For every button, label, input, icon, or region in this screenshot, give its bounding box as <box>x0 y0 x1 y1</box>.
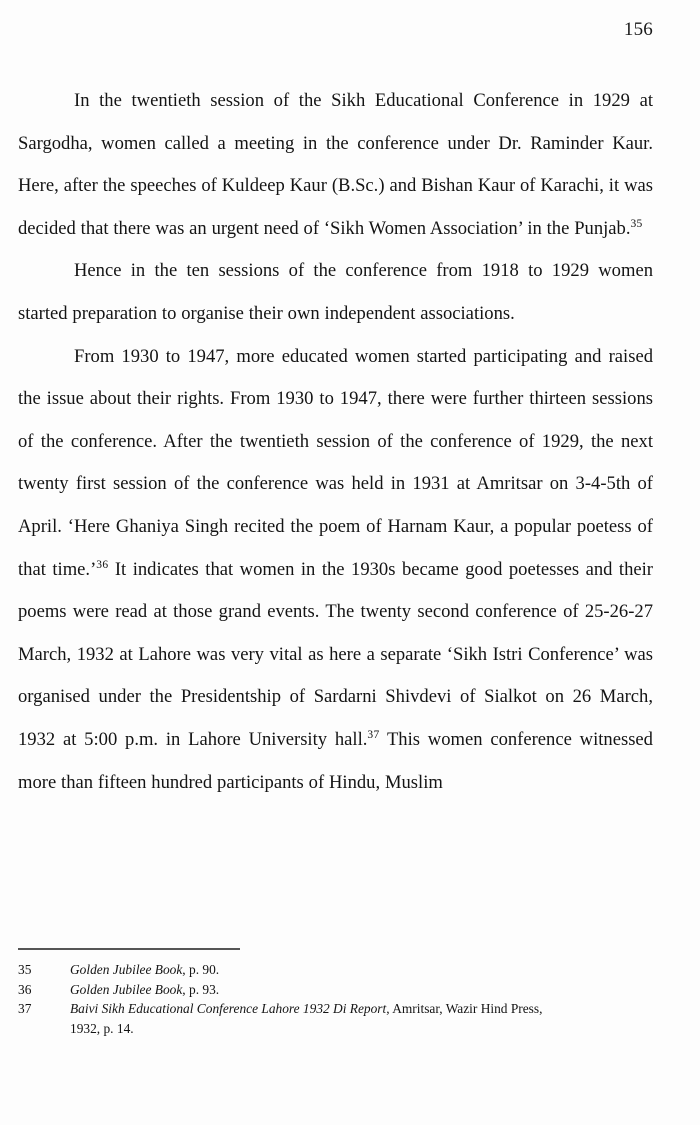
footnote-publisher-37: , Amritsar, Wazir Hind Press, <box>386 1001 543 1017</box>
footnote-item-35 <box>18 960 653 980</box>
page-number: 156 <box>623 19 653 40</box>
footnote-number-36: 36 <box>18 981 32 997</box>
footnote-number-35: 35 <box>18 962 32 977</box>
paragraph-1 <box>18 80 653 250</box>
footnote-continuation-37: 1932, p. 14. <box>70 1020 134 1036</box>
paragraph-1-text: In the twentieth session of the Sikh Educational Conference in 1929 at Sargodha, women called a meeting in the conference under Dr. Raminder Kaur. Here, after the speeches of Kuldeep Kaur (B.Sc.) and Bishan Kaur of Karachi, it was decided that there was an urgent need of ‘Sikh Women Association’ in the Punjab. <box>18 90 653 239</box>
footnote-number-37: 37 <box>18 1001 32 1017</box>
footnote-reference-36[interactable]: 36 <box>96 558 109 571</box>
footnote-pages-35: , p. 90. <box>182 962 220 977</box>
footnote-item-37 <box>18 999 653 1019</box>
footnote-pages-36: , p. 93. <box>182 981 220 997</box>
footnote-separator-rule <box>18 948 240 950</box>
footnote-text-36 <box>70 980 653 1000</box>
footnote-item-36 <box>18 980 653 1000</box>
footnote-reference-37[interactable]: 37 <box>367 728 380 741</box>
footnote-title-36: Golden Jubilee Book <box>70 981 183 997</box>
paragraph-2 <box>18 250 653 335</box>
footnote-title-37: Baivi Sikh Educational Conference Lahore 1932 Di Report <box>70 1001 387 1017</box>
footnote-title-35: Golden Jubilee Book <box>70 962 183 977</box>
footnote-reference-35[interactable]: 35 <box>630 217 643 230</box>
paragraph-3-text-part-3: This women conference witnessed more than fifteen hundred participants of Hindu, Muslim <box>18 728 653 793</box>
body-text-block <box>18 80 653 804</box>
paragraph-3 <box>18 336 653 805</box>
paragraph-2-text: Hence in the ten sessions of the conference from 1918 to 1929 women started preparation to organise their own independent associations. <box>18 260 653 324</box>
paragraph-3-text-part-1: From 1930 to 1947, more educated women started participating and raised the issue about their rights. From 1930 to 1947, there were further thirteen sessions of the conference. After the twentieth session of the conference of 1929, the next twenty first session of the conference was held in 1931 at Amritsar on 3-4-5th of April. ‘Here Ghaniya Singh recited the poem of Harnam Kaur, a popular poetess of that time.’ <box>18 345 653 580</box>
footnote-area <box>18 948 653 1038</box>
footnote-text-37 <box>70 999 653 1019</box>
paragraph-3-text-part-2: It indicates that women in the 1930s became good poetesses and their poems were read at those grand events. The twenty second conference of 25-26-27 March, 1932 at Lahore was very vital as here a separate ‘Sikh Istri Conference’ was organised under the Presidentship of Sardarni Shivdevi of Sialkot on 26 March, 1932 at 5:00 p.m. in Lahore University hall. <box>18 558 653 750</box>
footnote-text-35 <box>70 960 653 980</box>
